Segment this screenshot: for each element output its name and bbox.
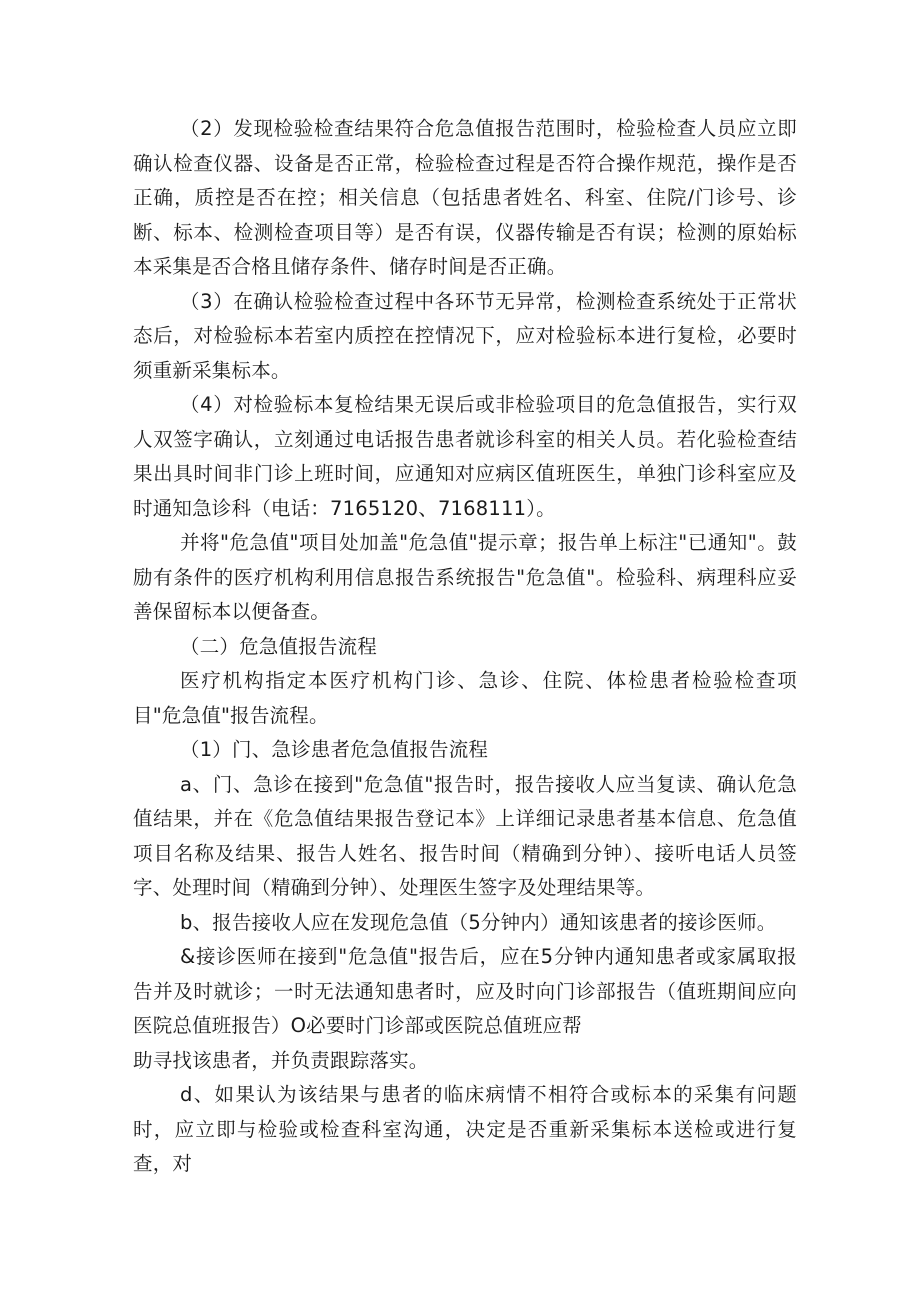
- section-heading-report-flow: （二）危急值报告流程: [180, 634, 378, 658]
- paragraph-step-c-continuation: 助寻找该患者，并负责跟踪落实。: [133, 1048, 429, 1072]
- paragraph-item-2-verification: （2）发现检验检查结果符合危急值报告范围时，检验检查人员应立即确认检查仪器、设备是否正常，检验检查过程是否符合操作规范，操作是否正确，质控是否在控；相关信息（包括患者姓名、科室、住院/门诊号、诊断、标本、检测检查项目等）是否有误，仪器传输是否有误；检测的原始标本采集是否合格且储存条件、储存时间是否正确。: [133, 117, 797, 278]
- paragraph-stamp-notice: 并将"危急值"项目处加盖"危急值"提示章；报告单上标注"已通知"。鼓励有条件的医疗机构利用信息报告系统报告"危急值"。检验科、病理科应妥善保留标本以便备查。: [133, 531, 797, 623]
- paragraph-flow-intro: 医疗机构指定本医疗机构门诊、急诊、住院、体检患者检验检查项目"危急值"报告流程。: [133, 669, 797, 727]
- paragraph-step-d: d、如果认为该结果与患者的临床病情不相符合或标本的采集有问题时，应立即与检验或检查科室沟通，决定是否重新采集标本送检或进行复查，对: [133, 1083, 797, 1175]
- paragraph-step-a: a、门、急诊在接到"危急值"报告时，报告接收人应当复读、确认危急值结果，并在《危急值结果报告登记本》上详细记录患者基本信息、危急值项目名称及结果、报告人姓名、报告时间（精确到分钟）、接听电话人员签字、处理时间（精确到分钟）、处理医生签字及处理结果等。: [133, 772, 797, 899]
- paragraph-step-b: b、报告接收人应在发现危急值（5分钟内）通知该患者的接诊医师。: [180, 910, 777, 934]
- paragraph-item-3-recheck: （3）在确认检验检查过程中各环节无异常，检测检查系统处于正常状态后，对检验标本若室内质控在控情况下，应对检验标本进行复检，必要时须重新采集标本。: [133, 289, 797, 382]
- paragraph-step-c: &接诊医师在接到"危急值"报告后，应在5分钟内通知患者或家属取报告并及时就诊；一时无法通知患者时，应及时向门诊部报告（值班期间应向医院总值班报告）O必要时门诊部或医院总值班应帮: [133, 945, 797, 1037]
- subheading-outpatient-flow: （1）门、急诊患者危急值报告流程: [180, 738, 489, 761]
- document-body: [133, 112, 797, 1182]
- paragraph-item-4-report: （4）对检验标本复检结果无误后或非检验项目的危急值报告，实行双人双签字确认，立刻通过电话报告患者就诊科室的相关人员。若化验检查结果出具时间非门诊上班时间，应通知对应病区值班医生，单独门诊科室应及时通知急诊科（电话：7165120、7168111）。: [133, 393, 797, 520]
